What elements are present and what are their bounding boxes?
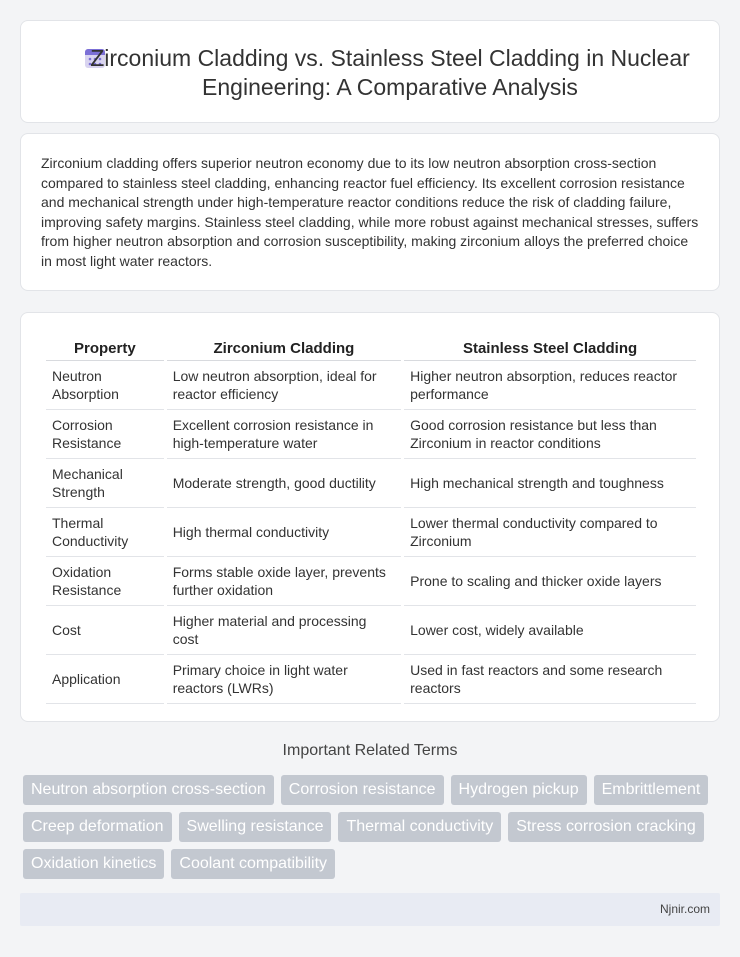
related-terms-list (23, 775, 723, 879)
cell-zirconium: Moderate strength, good ductility (167, 459, 401, 508)
cell-stainless: Lower cost, widely available (404, 606, 696, 655)
term-tag[interactable]: Thermal conductivity (338, 812, 501, 842)
summary-paragraph: Zirconium cladding offers superior neutron economy due to its low neutron absorption cross-section compared to stainless steel cladding, enhancing reactor fuel efficiency. Its excellent corrosion resistance and mechanical strength under high-temperature reactor conditions reduce the risk of cladding failure, improving safety margins. Stainless steel cladding, while more robust against mechanical stresses, suffers from higher neutron absorption and corrosion susceptibility, making zirconium alloys the preferred choice in most light water reactors. (41, 155, 699, 269)
table-row (46, 557, 696, 606)
cell-property: Application (46, 655, 164, 704)
cell-stainless: Lower thermal conductivity compared to Zirconium (404, 508, 696, 557)
cell-stainless: Prone to scaling and thicker oxide layers (404, 557, 696, 606)
table-header-row (46, 333, 696, 361)
cell-stainless: Used in fast reactors and some research reactors (404, 655, 696, 704)
cell-zirconium: High thermal conductivity (167, 508, 401, 557)
related-terms-title: Important Related Terms (282, 742, 458, 759)
term-tag[interactable]: Coolant compatibility (171, 849, 335, 879)
footer-site-link[interactable]: Njnir.com (659, 902, 710, 916)
header-property: Property (46, 333, 164, 361)
cell-stainless: Good corrosion resistance but less than Zirconium in reactor conditions (404, 410, 696, 459)
cell-property: Cost (46, 606, 164, 655)
title-card (20, 20, 720, 123)
term-tag[interactable]: Swelling resistance (179, 812, 332, 842)
summary-card (20, 133, 720, 291)
term-tag[interactable]: Oxidation kinetics (23, 849, 164, 879)
table-row (46, 459, 696, 508)
cell-stainless: High mechanical strength and toughness (404, 459, 696, 508)
term-tag[interactable]: Creep deformation (23, 812, 172, 842)
term-tag[interactable]: Neutron absorption cross-section (23, 775, 274, 805)
table-row (46, 410, 696, 459)
cell-property: Oxidation Resistance (46, 557, 164, 606)
table-row (46, 606, 696, 655)
cell-zirconium: Excellent corrosion resistance in high-temperature water (167, 410, 401, 459)
cell-zirconium: Forms stable oxide layer, prevents further oxidation (167, 557, 401, 606)
table-row (46, 361, 696, 410)
table-row (46, 655, 696, 704)
cell-property: Thermal Conductivity (46, 508, 164, 557)
page-title: Zirconium Cladding vs. Stainless Steel Cladding in Nuclear Engineering: A Comparative Analysis (90, 45, 690, 100)
header-stainless: Stainless Steel Cladding (404, 333, 696, 361)
cell-zirconium: Low neutron absorption, ideal for reactor efficiency (167, 361, 401, 410)
header-zirconium: Zirconium Cladding (167, 333, 401, 361)
comparison-table (43, 333, 699, 704)
cell-property: Corrosion Resistance (46, 410, 164, 459)
footer (20, 893, 720, 926)
cell-zirconium: Higher material and processing cost (167, 606, 401, 655)
term-tag[interactable]: Stress corrosion cracking (508, 812, 704, 842)
cell-property: Neutron Absorption (46, 361, 164, 410)
table-row (46, 508, 696, 557)
cell-property: Mechanical Strength (46, 459, 164, 508)
term-tag[interactable]: Hydrogen pickup (451, 775, 587, 805)
cell-stainless: Higher neutron absorption, reduces reactor performance (404, 361, 696, 410)
term-tag[interactable]: Corrosion resistance (281, 775, 444, 805)
comparison-table-card (20, 312, 720, 722)
term-tag[interactable]: Embrittlement (594, 775, 709, 805)
cell-zirconium: Primary choice in light water reactors (LWRs) (167, 655, 401, 704)
